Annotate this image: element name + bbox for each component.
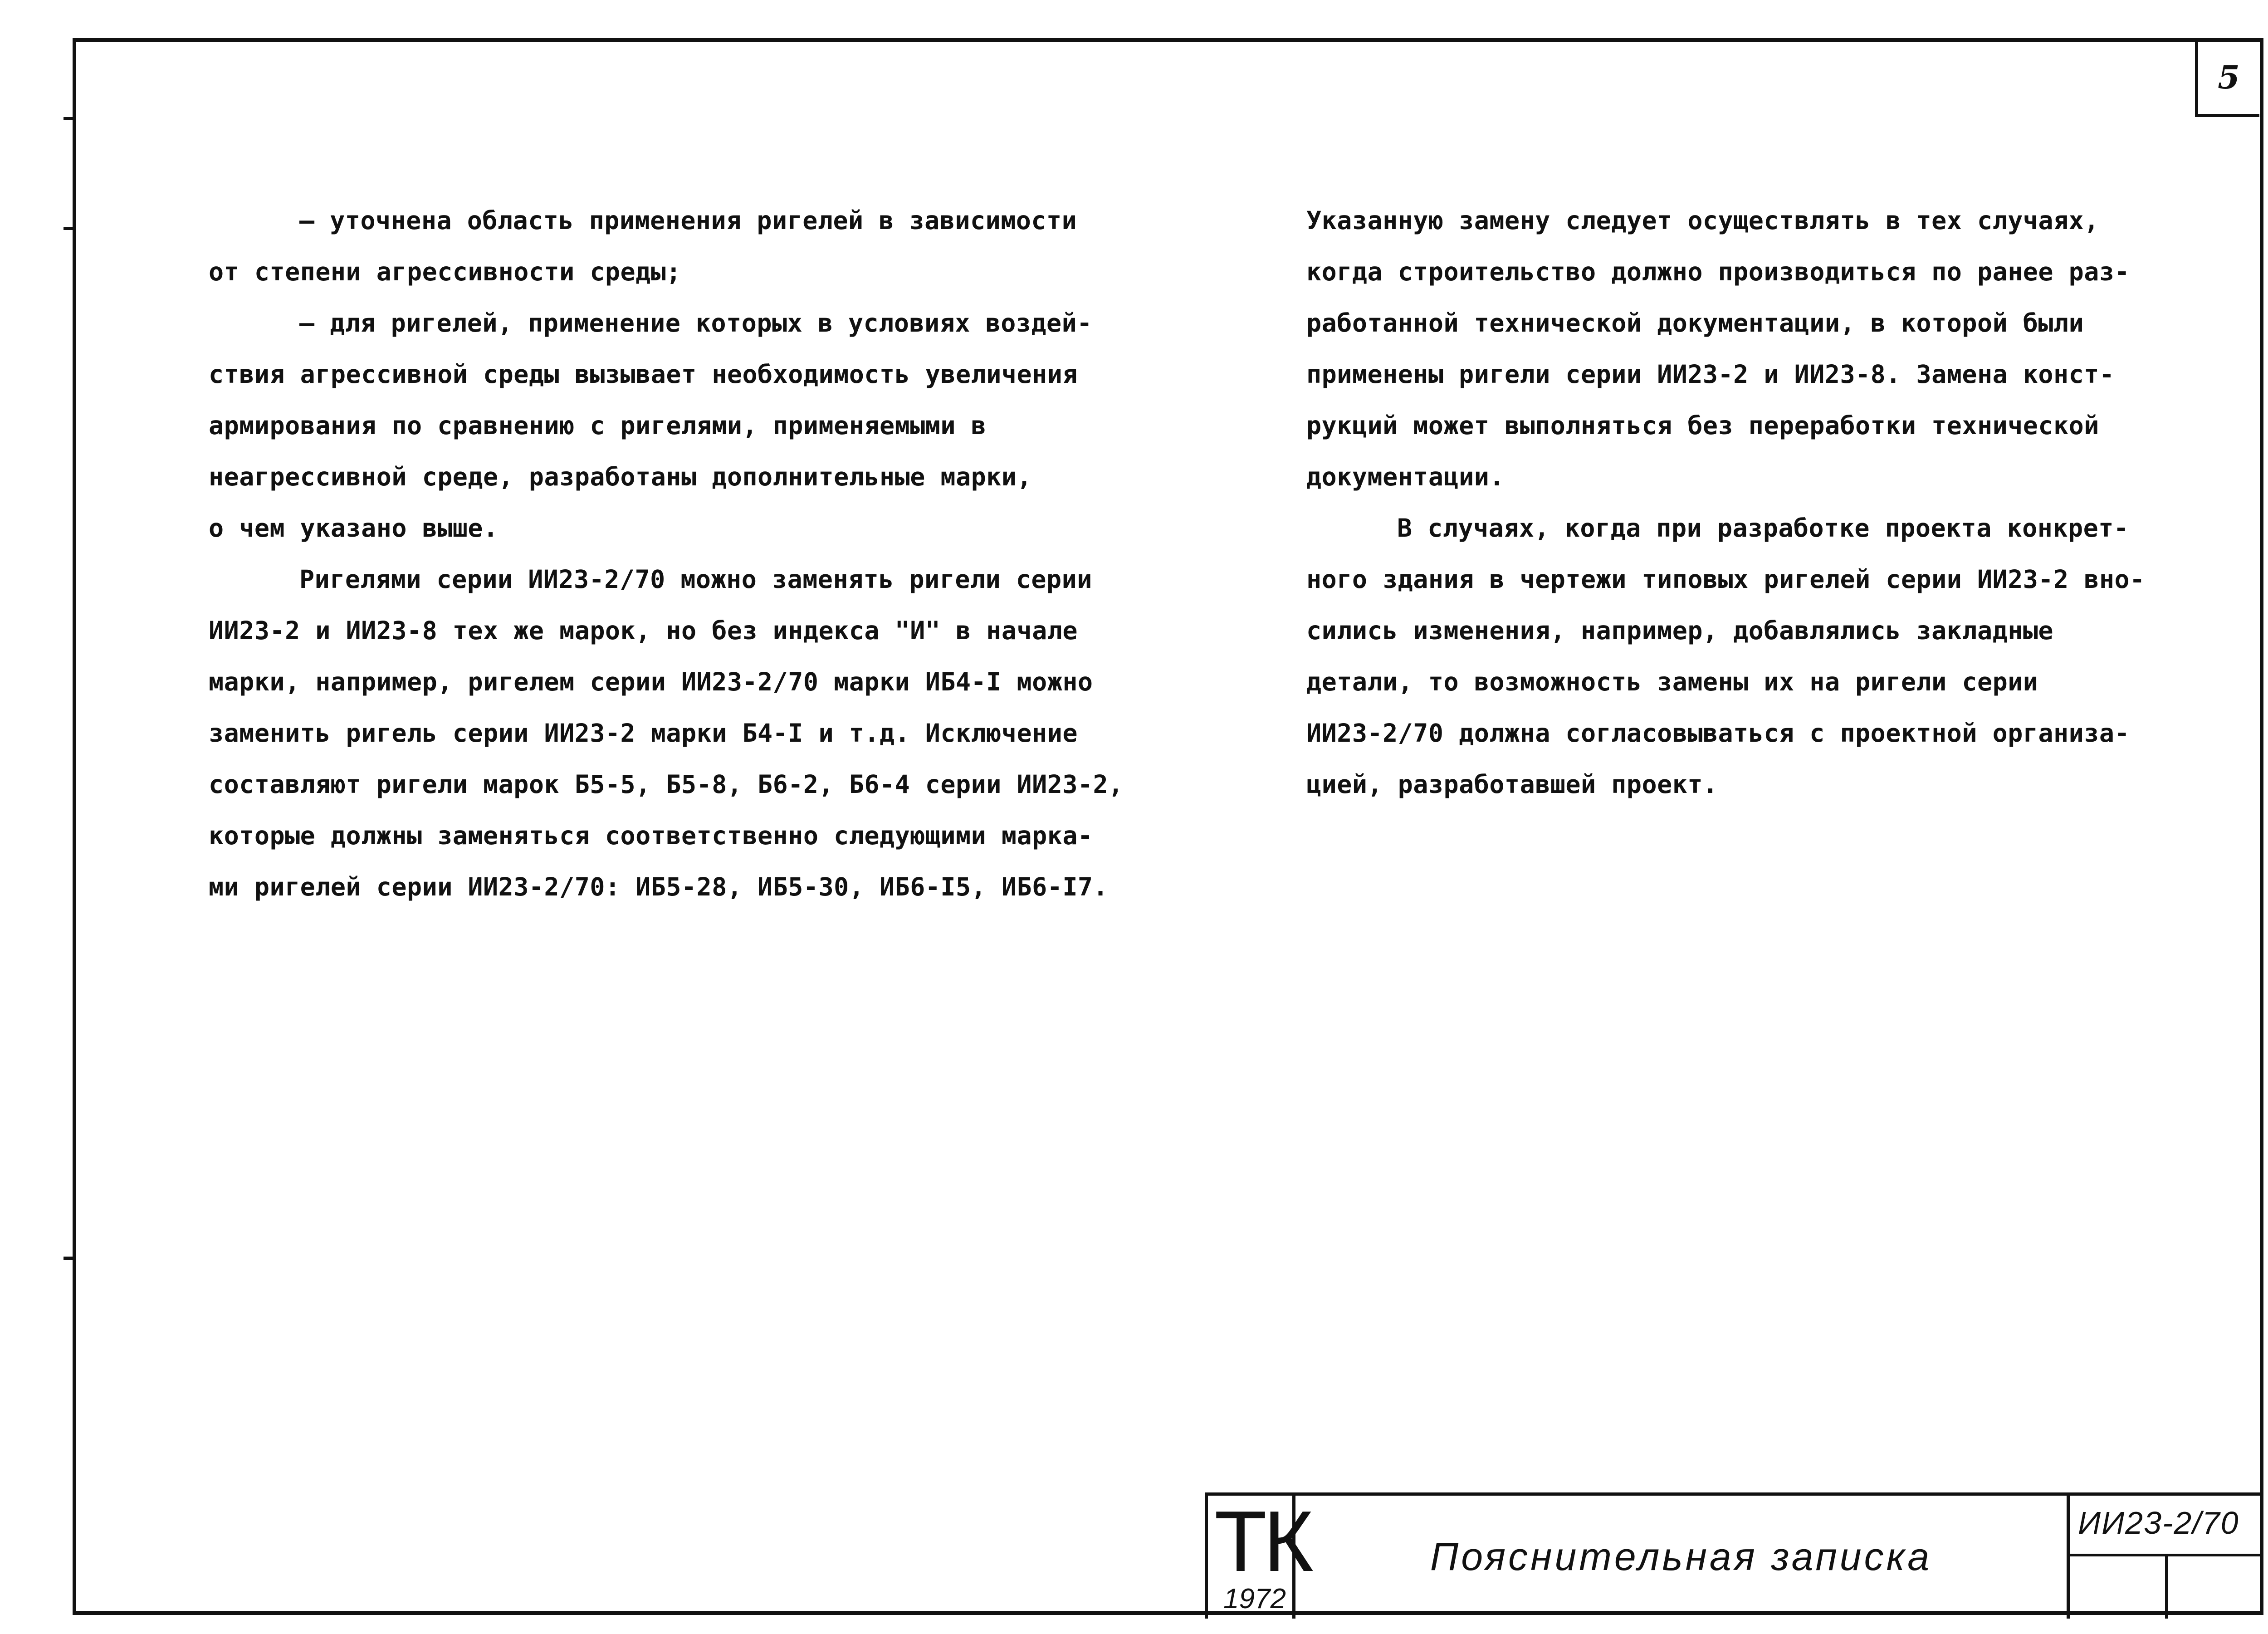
text-line-content: детали, то возможность замены их на ригели серии — [1306, 667, 2038, 696]
text-line-content: о чем указано выше. — [209, 514, 499, 543]
series-code: ИИ23-2/70 — [2078, 1505, 2239, 1541]
text-line-content: рукций может выполняться без переработки технической — [1306, 411, 2099, 440]
text-line-content: заменить ригель серии ИИ23-2 марки Б4-I и т.д. Исключение — [209, 719, 1078, 748]
text-line-content: составляют ригели марок Б5-5, Б5-8, Б6-2, Б6-4 серии ИИ23-2, — [209, 770, 1124, 799]
text-line-content: ствия агрессивной среды вызывает необходимость увеличения — [209, 360, 1078, 389]
text-line-content: ИИ23-2 и ИИ23-8 тех же марок, но без индекса "И" в начале — [209, 616, 1078, 645]
page-number-box — [2195, 41, 2259, 117]
text-line-content: – для ригелей, применение которых в условиях воздей- — [299, 308, 1092, 338]
text-line-content: – уточнена область применения ригелей в зависимости — [299, 206, 1077, 235]
text-line-content: документации. — [1306, 462, 1505, 491]
text-line-content: применены ригели серии ИИ23-2 и ИИ23-8. Замена конст- — [1306, 360, 2115, 389]
text-line — [209, 861, 1184, 913]
text-line-content: работанной технической документации, в которой были — [1306, 308, 2084, 338]
text-line — [209, 195, 1184, 246]
text-line — [1306, 554, 2177, 605]
org-year: 1972 — [1223, 1583, 1286, 1614]
title-block — [1205, 1492, 2263, 1619]
text-line — [209, 451, 1184, 503]
text-line-content: цией, разработавшей проект. — [1306, 770, 1718, 799]
text-line — [1306, 349, 2177, 400]
text-line — [209, 605, 1184, 656]
page-number: 5 — [2218, 59, 2240, 96]
text-line — [209, 298, 1184, 349]
text-line-content: Указанную замену следует осуществлять в тех случаях, — [1306, 206, 2099, 235]
text-line-content: сились изменения, например, добавлялись закладные — [1306, 616, 2054, 645]
text-line-content: В случаях, когда при разработке проекта конкрет- — [1397, 514, 2129, 543]
left-text-column — [209, 195, 1184, 913]
cell-divider — [2165, 1554, 2168, 1619]
series-code-cell — [2067, 1492, 2263, 1619]
document-title: Пояснительная записка — [1430, 1535, 1932, 1579]
text-line — [1306, 503, 2177, 554]
text-line-content: ми ригелей серии ИИ23-2/70: ИБ5-28, ИБ5-30, ИБ6-I5, ИБ6-I7. — [209, 872, 1109, 901]
text-line-content: марки, например, ригелем серии ИИ23-2/70 марки ИБ4-I можно — [209, 667, 1093, 696]
text-line-content: ного здания в чертежи типовых ригелей серии ИИ23-2 вно- — [1306, 565, 2145, 594]
text-line-content: которые должны заменяться соответственно следующими марка- — [209, 821, 1093, 850]
text-line — [209, 400, 1184, 451]
text-line-content: армирования по сравнению с ригелями, применяемыми в — [209, 411, 987, 440]
org-cell — [1205, 1492, 1310, 1619]
text-line — [1306, 656, 2177, 708]
text-line — [209, 503, 1184, 554]
margin-tick — [64, 227, 75, 230]
text-line — [209, 810, 1184, 861]
text-line — [1306, 298, 2177, 349]
text-line — [1306, 451, 2177, 503]
text-line — [1306, 708, 2177, 759]
right-text-column — [1306, 195, 2177, 810]
margin-tick — [64, 1257, 75, 1260]
text-line-content: ИИ23-2/70 должна согласовываться с проектной организа- — [1306, 719, 2130, 748]
text-line — [209, 246, 1184, 298]
text-line-content: Ригелями серии ИИ23-2/70 можно заменять ригели серии — [299, 565, 1092, 594]
text-line-content: неагрессивной среде, разработаны дополнительные марки, — [209, 462, 1032, 491]
text-line — [209, 708, 1184, 759]
text-line-content: от степени агрессивности среды; — [209, 257, 681, 286]
margin-tick — [64, 117, 75, 120]
text-line — [209, 759, 1184, 810]
text-line — [1306, 759, 2177, 810]
title-cell — [1295, 1492, 2067, 1619]
text-line — [209, 656, 1184, 708]
text-line — [1306, 400, 2177, 451]
text-line — [1306, 246, 2177, 298]
text-line-content: когда строительство должно производиться по ранее раз- — [1306, 257, 2130, 286]
text-line — [209, 349, 1184, 400]
text-line — [1306, 605, 2177, 656]
text-line — [1306, 195, 2177, 246]
text-line — [209, 554, 1184, 605]
org-mark: ТК — [1214, 1493, 1310, 1590]
